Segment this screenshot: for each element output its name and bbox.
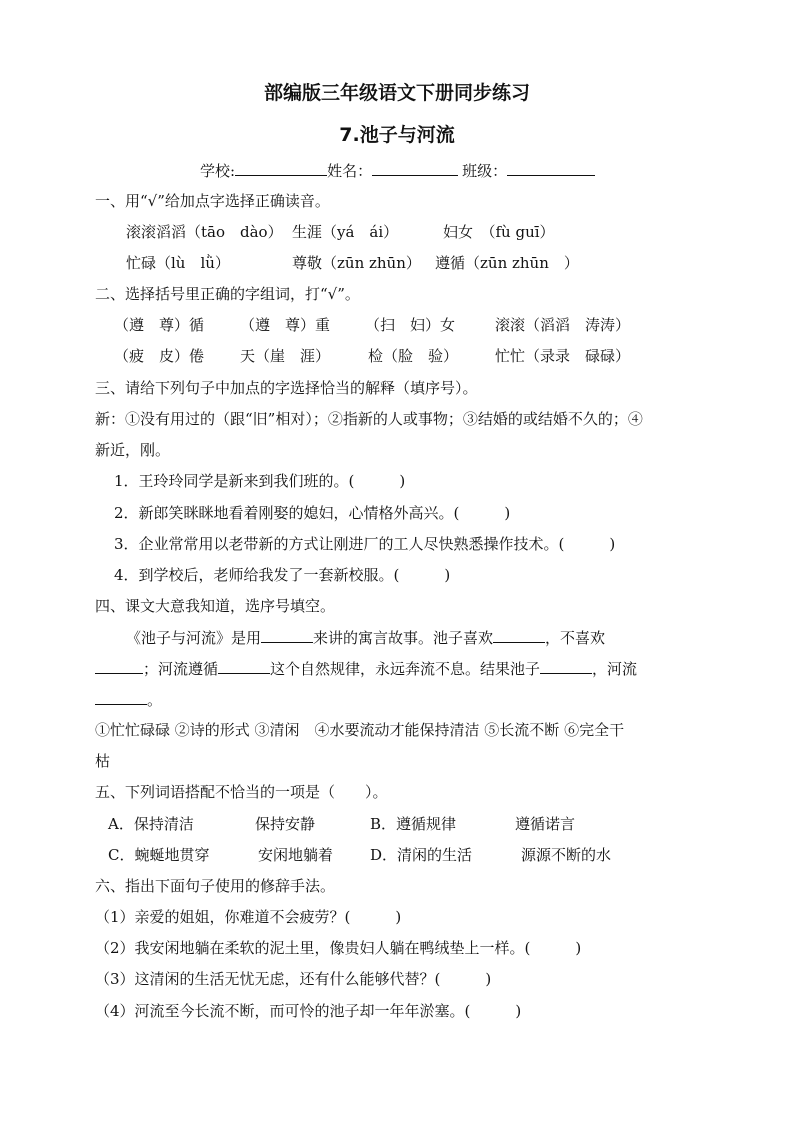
name-label: 姓名：: [327, 162, 373, 180]
q1-item: 滚滚滔滔（tāo dào）: [126, 223, 283, 241]
q1-item: 尊敬（zūn zhūn）: [292, 254, 421, 272]
q4-options-cont: 枯: [95, 752, 111, 770]
q3-item: 1．王玲玲同学是新来到我们班的。( ): [114, 472, 406, 490]
q4-heading: 四、课文大意我知道，选序号填空。: [95, 597, 336, 615]
school-label: 学校:: [200, 162, 236, 180]
q1-item: 忙碌（lù lǜ）: [126, 254, 230, 272]
q3-item: 4．到学校后，老师给我发了一套新校服。( ): [114, 566, 451, 584]
q2-item: 忙忙（录录 碌碌）: [495, 347, 631, 365]
q3-item: 2．新郎笑眯眯地看着刚娶的媳妇，心情格外高兴。( ): [114, 504, 511, 522]
q5-option: 遵循诺言: [515, 815, 576, 833]
lesson-title: 7.池子与河流: [339, 124, 455, 146]
q6-item: （3）这清闲的生活无忧无虑，还有什么能够代替？( ): [95, 970, 492, 988]
q2-item: 检（脸 验）: [368, 347, 459, 365]
q2-item: 天（崖 涯）: [240, 347, 331, 365]
q2-item: 滚滚（滔滔 涛涛）: [495, 316, 631, 334]
q2-item: （扫 妇）女: [365, 316, 456, 334]
q4-text: 《池子与河流》是用: [126, 629, 262, 647]
q5-option: D．清闲的生活: [370, 846, 473, 864]
q2-item: （遵 尊）重: [240, 316, 331, 334]
q4-text: ，河流: [592, 660, 638, 678]
q4-passage-line2: [95, 658, 637, 679]
q4-text: 。: [147, 691, 163, 709]
q4-blank: [95, 689, 147, 705]
q4-blank: [95, 658, 143, 674]
q2-item: （遵 尊）循: [114, 316, 205, 334]
q3-item: 3．企业常常用以老带新的方式让刚进厂的工人尽快熟悉操作技术。( ): [114, 535, 616, 553]
q4-text: 这个自然规律，永远奔流不息。结果池子: [270, 660, 541, 678]
q5-option: A．保持清洁: [108, 815, 194, 833]
q4-text: 来讲的寓言故事。池子喜欢: [313, 629, 494, 647]
q1-heading: 一、用“√”给加点字选择正确读音。: [95, 192, 330, 210]
q6-item: （1）亲爱的姐姐，你难道不会疲劳？( ): [95, 908, 402, 926]
q5-heading: 五、下列词语搭配不恰当的一项是（ ）。: [95, 783, 388, 801]
school-blank: [235, 160, 327, 176]
q1-item: 生涯（yá ái）: [292, 223, 399, 241]
q4-blank: [540, 658, 592, 674]
q3-heading: 三、请给下列句子中加点的字选择恰当的解释（填序号）。: [95, 379, 478, 397]
q5-option: 保持安静: [255, 815, 316, 833]
class-label: 班级：: [462, 162, 508, 180]
q3-definition-cont: 新近，刚。: [95, 441, 171, 459]
q3-definition: 新：①没有用过的（跟“旧”相对）；②指新的人或事物；③结婚的或结婚不久的；④: [95, 410, 643, 428]
q4-blank: [218, 658, 270, 674]
q2-heading: 二、选择括号里正确的字组词，打“√”。: [95, 285, 360, 303]
q6-item: （2）我安闲地躺在柔软的泥土里，像贵妇人躺在鸭绒垫上一样。( ): [95, 939, 582, 957]
name-blank: [372, 160, 458, 176]
q6-heading: 六、指出下面句子使用的修辞手法。: [95, 877, 336, 895]
q4-passage-line1: [126, 627, 605, 648]
q5-option: 安闲地躺着: [258, 846, 334, 864]
q4-options: ①忙忙碌碌 ②诗的形式 ③清闲 ④水要流动才能保持清洁 ⑤长流不断 ⑥完全干: [95, 721, 625, 739]
q5-option: B．遵循规律: [370, 815, 457, 833]
q4-passage-line3: [95, 689, 162, 710]
class-blank: [507, 160, 595, 176]
student-info-row: [200, 160, 595, 181]
worksheet-title: 部编版三年级语文下册同步练习: [263, 82, 530, 104]
q5-option: 源源不断的水: [521, 846, 612, 864]
q2-item: （疲 皮）倦: [114, 347, 205, 365]
q4-blank: [261, 627, 313, 643]
q5-option: C．蜿蜒地贯穿: [108, 846, 210, 864]
q4-text: ；河流遵循: [143, 660, 219, 678]
q4-blank: [493, 627, 545, 643]
q1-item: 遵循（zūn zhūn ）: [435, 254, 579, 272]
q4-text: ，不喜欢: [545, 629, 606, 647]
q1-item: 妇女 （fù guī）: [443, 223, 555, 241]
q6-item: （4）河流至今长流不断，而可怜的池子却一年年淤塞。( ): [95, 1002, 522, 1020]
